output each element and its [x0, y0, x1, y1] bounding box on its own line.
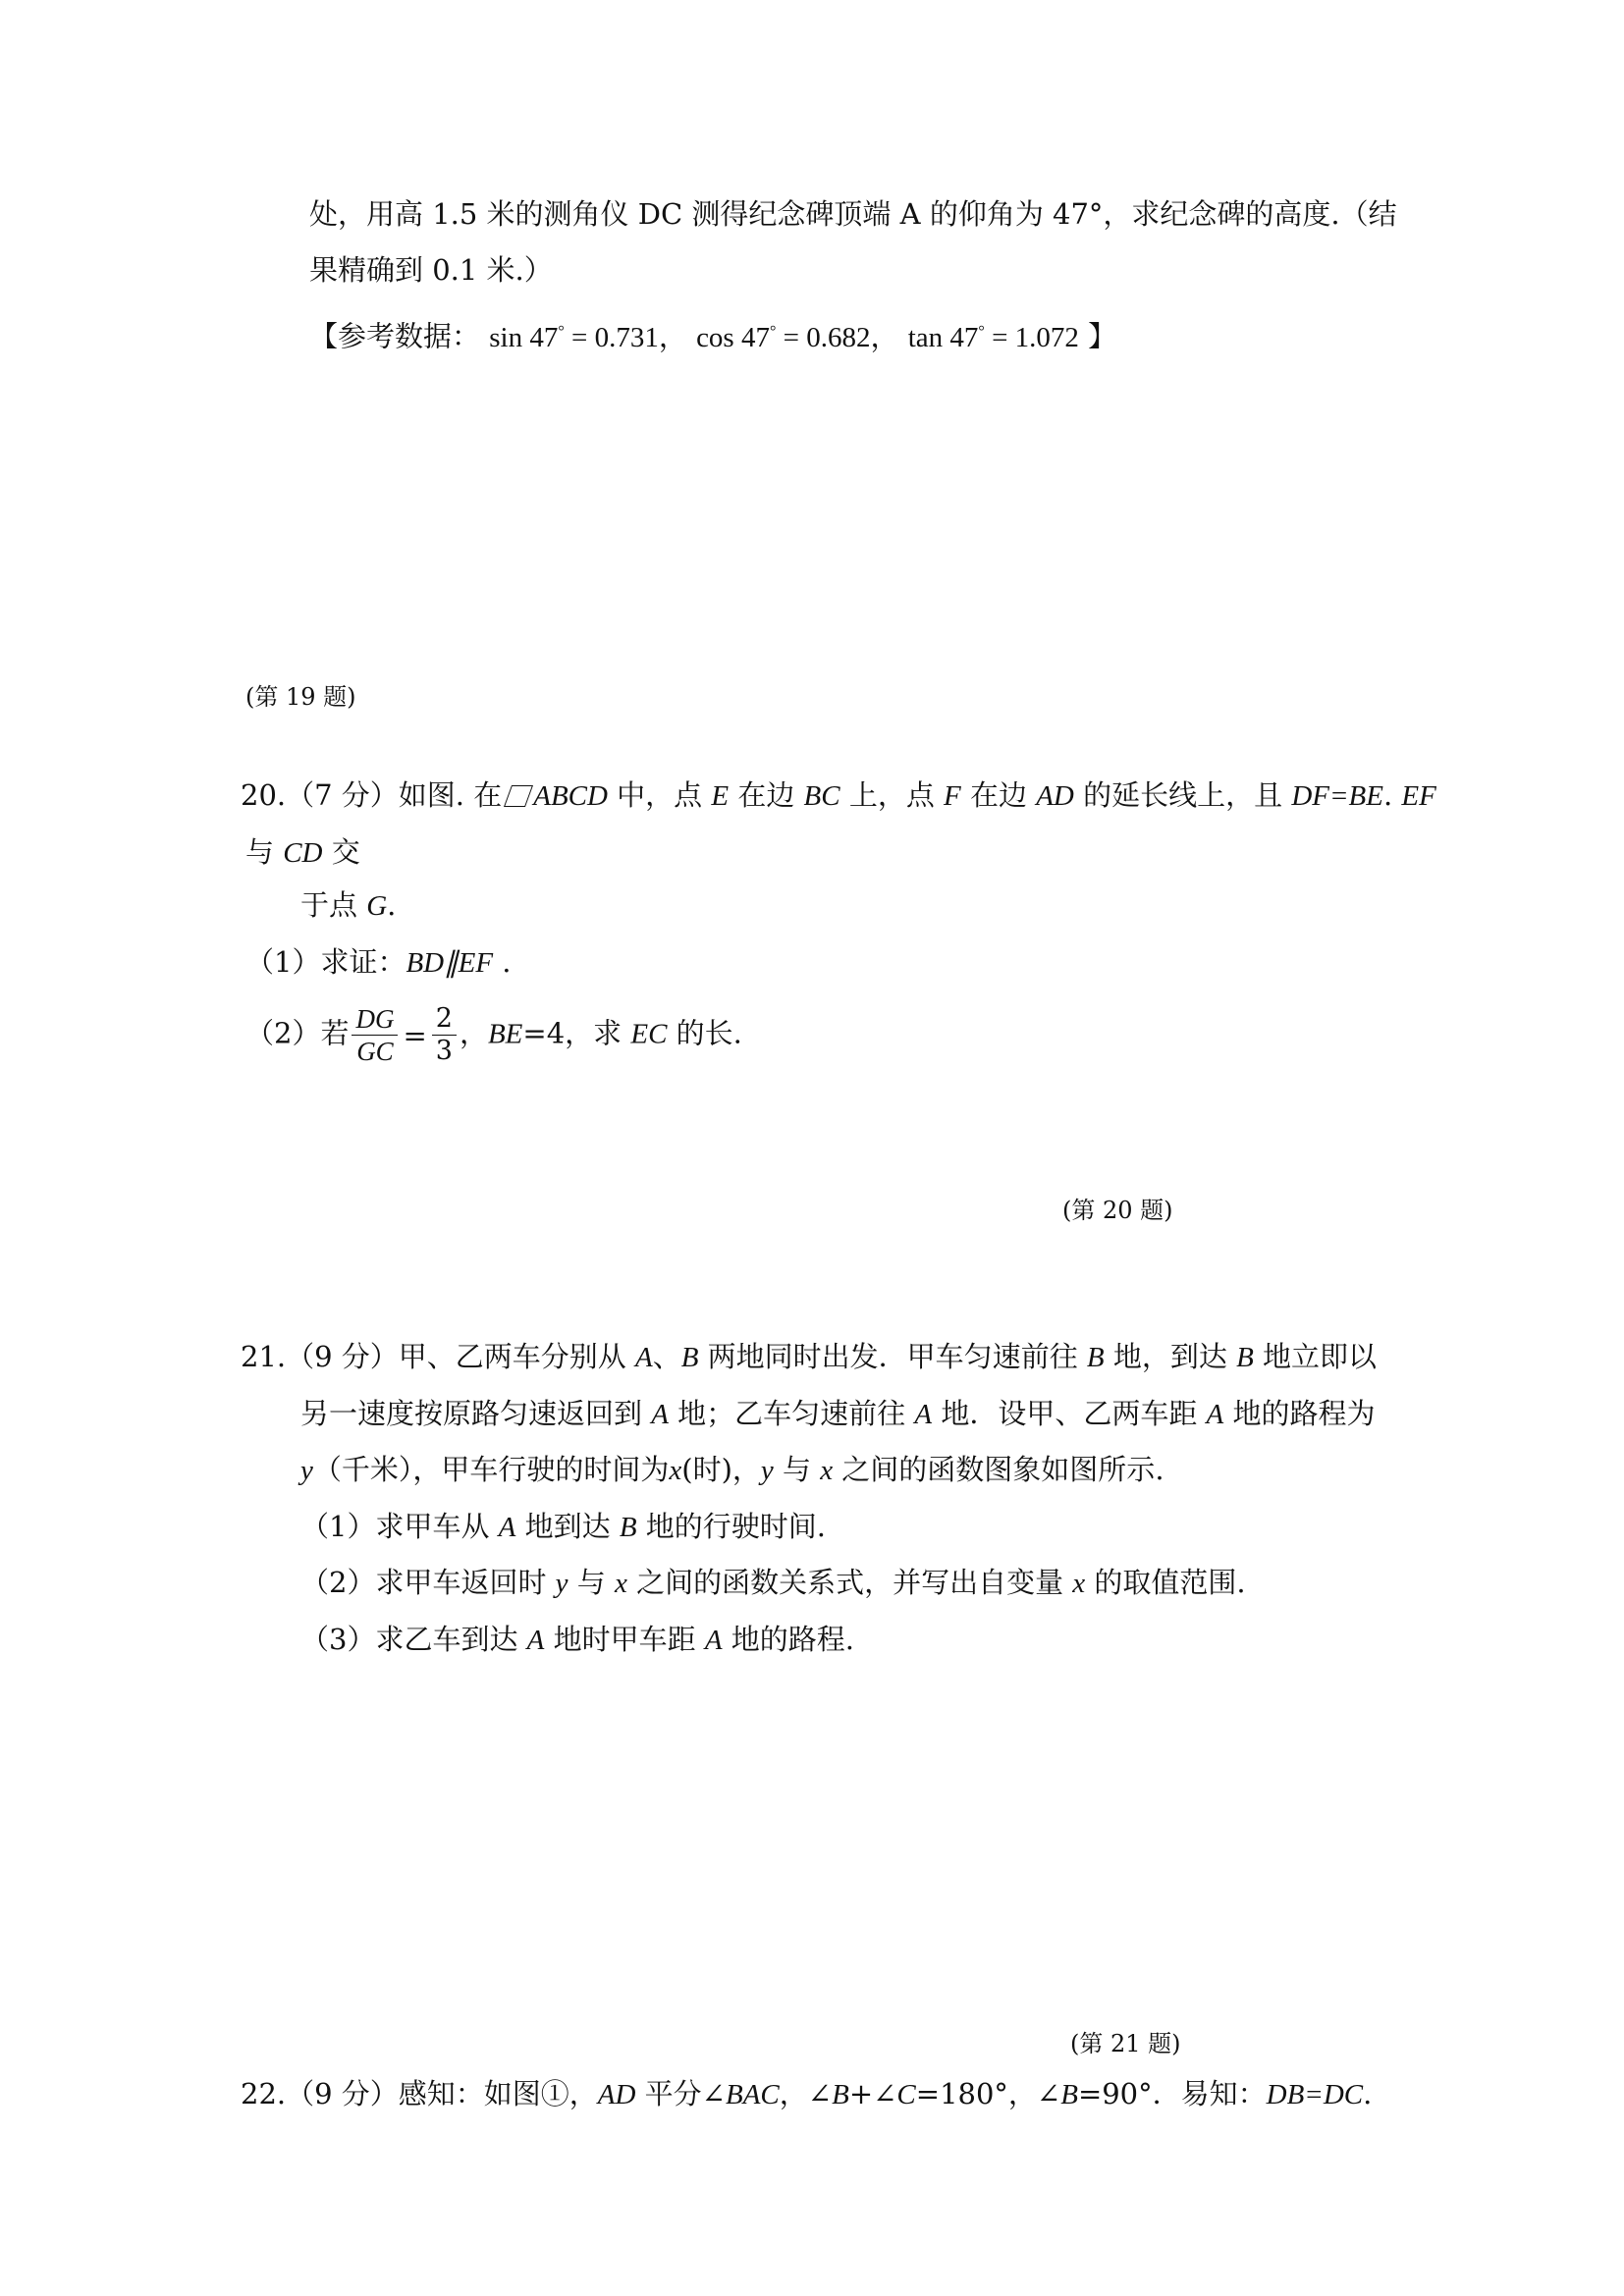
- cos-expression: cos 47° = 0.682，: [696, 321, 899, 353]
- fraction-two-thirds: $\frac{2}{3}$: [432, 1003, 457, 1067]
- q19-caption: (第 19 题): [245, 683, 356, 711]
- q19-line-2: 果精确到 0.1 米.）: [309, 253, 553, 287]
- q20-line-3: 于点 G.: [300, 888, 397, 922]
- q20-part-1: （1）求证：BD∥EF .: [245, 945, 512, 979]
- q21-line-2: 另一速度按原路匀速返回到 A 地；乙车匀速前往 A 地．设甲、乙两车距 A 地的路程为: [300, 1397, 1376, 1430]
- q21-part-2: （2）求甲车返回时 y 与 x 之间的函数关系式，并写出自变量 x 的取值范围.: [300, 1566, 1246, 1599]
- q19-reference-data: 【参考数据： sin 47° = 0.731， cos 47° = 0.682， tan 47° = 1.072 】: [309, 319, 1117, 353]
- tan-expression: tan 47° = 1.072: [907, 321, 1079, 353]
- q20-line-1: 20.（7 分）如图. 在 ABCD 中，点 E 在边 BC 上，点 F 在边 AD 的延长线上，且 DF=BE. EF: [241, 778, 1436, 812]
- q20-caption: (第 20 题): [1062, 1197, 1173, 1224]
- fraction-dg-gc: $\frac{DG}{GC}$: [352, 1003, 398, 1067]
- q21-part-3: （3）求乙车到达 A 地时甲车距 A 地的路程.: [300, 1623, 854, 1656]
- q21-part-1: （1）求甲车从 A 地到达 B 地的行驶时间.: [300, 1510, 826, 1543]
- q20-line-2: 与 CD 交: [245, 835, 360, 869]
- q20-part-2: （2）若 $\frac{DG}{GC}$ = $\frac{2}{3}$ ，BE=4，求 EC 的长.: [245, 1003, 742, 1066]
- q22-line-1: 22.（9 分）感知：如图①，AD 平分∠BAC，∠B+∠C=180°，∠B=90°．易知：DB=DC.: [241, 2077, 1373, 2110]
- q21-line-1: 21.（9 分）甲、乙两车分别从 A、B 两地同时出发．甲车匀速前往 B 地，到达 B 地立即以: [241, 1340, 1377, 1373]
- sin-expression: sin 47° = 0.731，: [489, 321, 687, 353]
- parallelogram-icon: [504, 785, 533, 807]
- q19-line-1: 处，用高 1.5 米的测角仪 DC 测得纪念碑顶端 A 的仰角为 47°，求纪念碑的高度.（结: [309, 197, 1397, 231]
- q21-line-3: y（千米），甲车行驶的时间为x(时)，y 与 x 之间的函数图象如图所示.: [300, 1453, 1164, 1486]
- q21-caption: (第 21 题): [1070, 2030, 1181, 2057]
